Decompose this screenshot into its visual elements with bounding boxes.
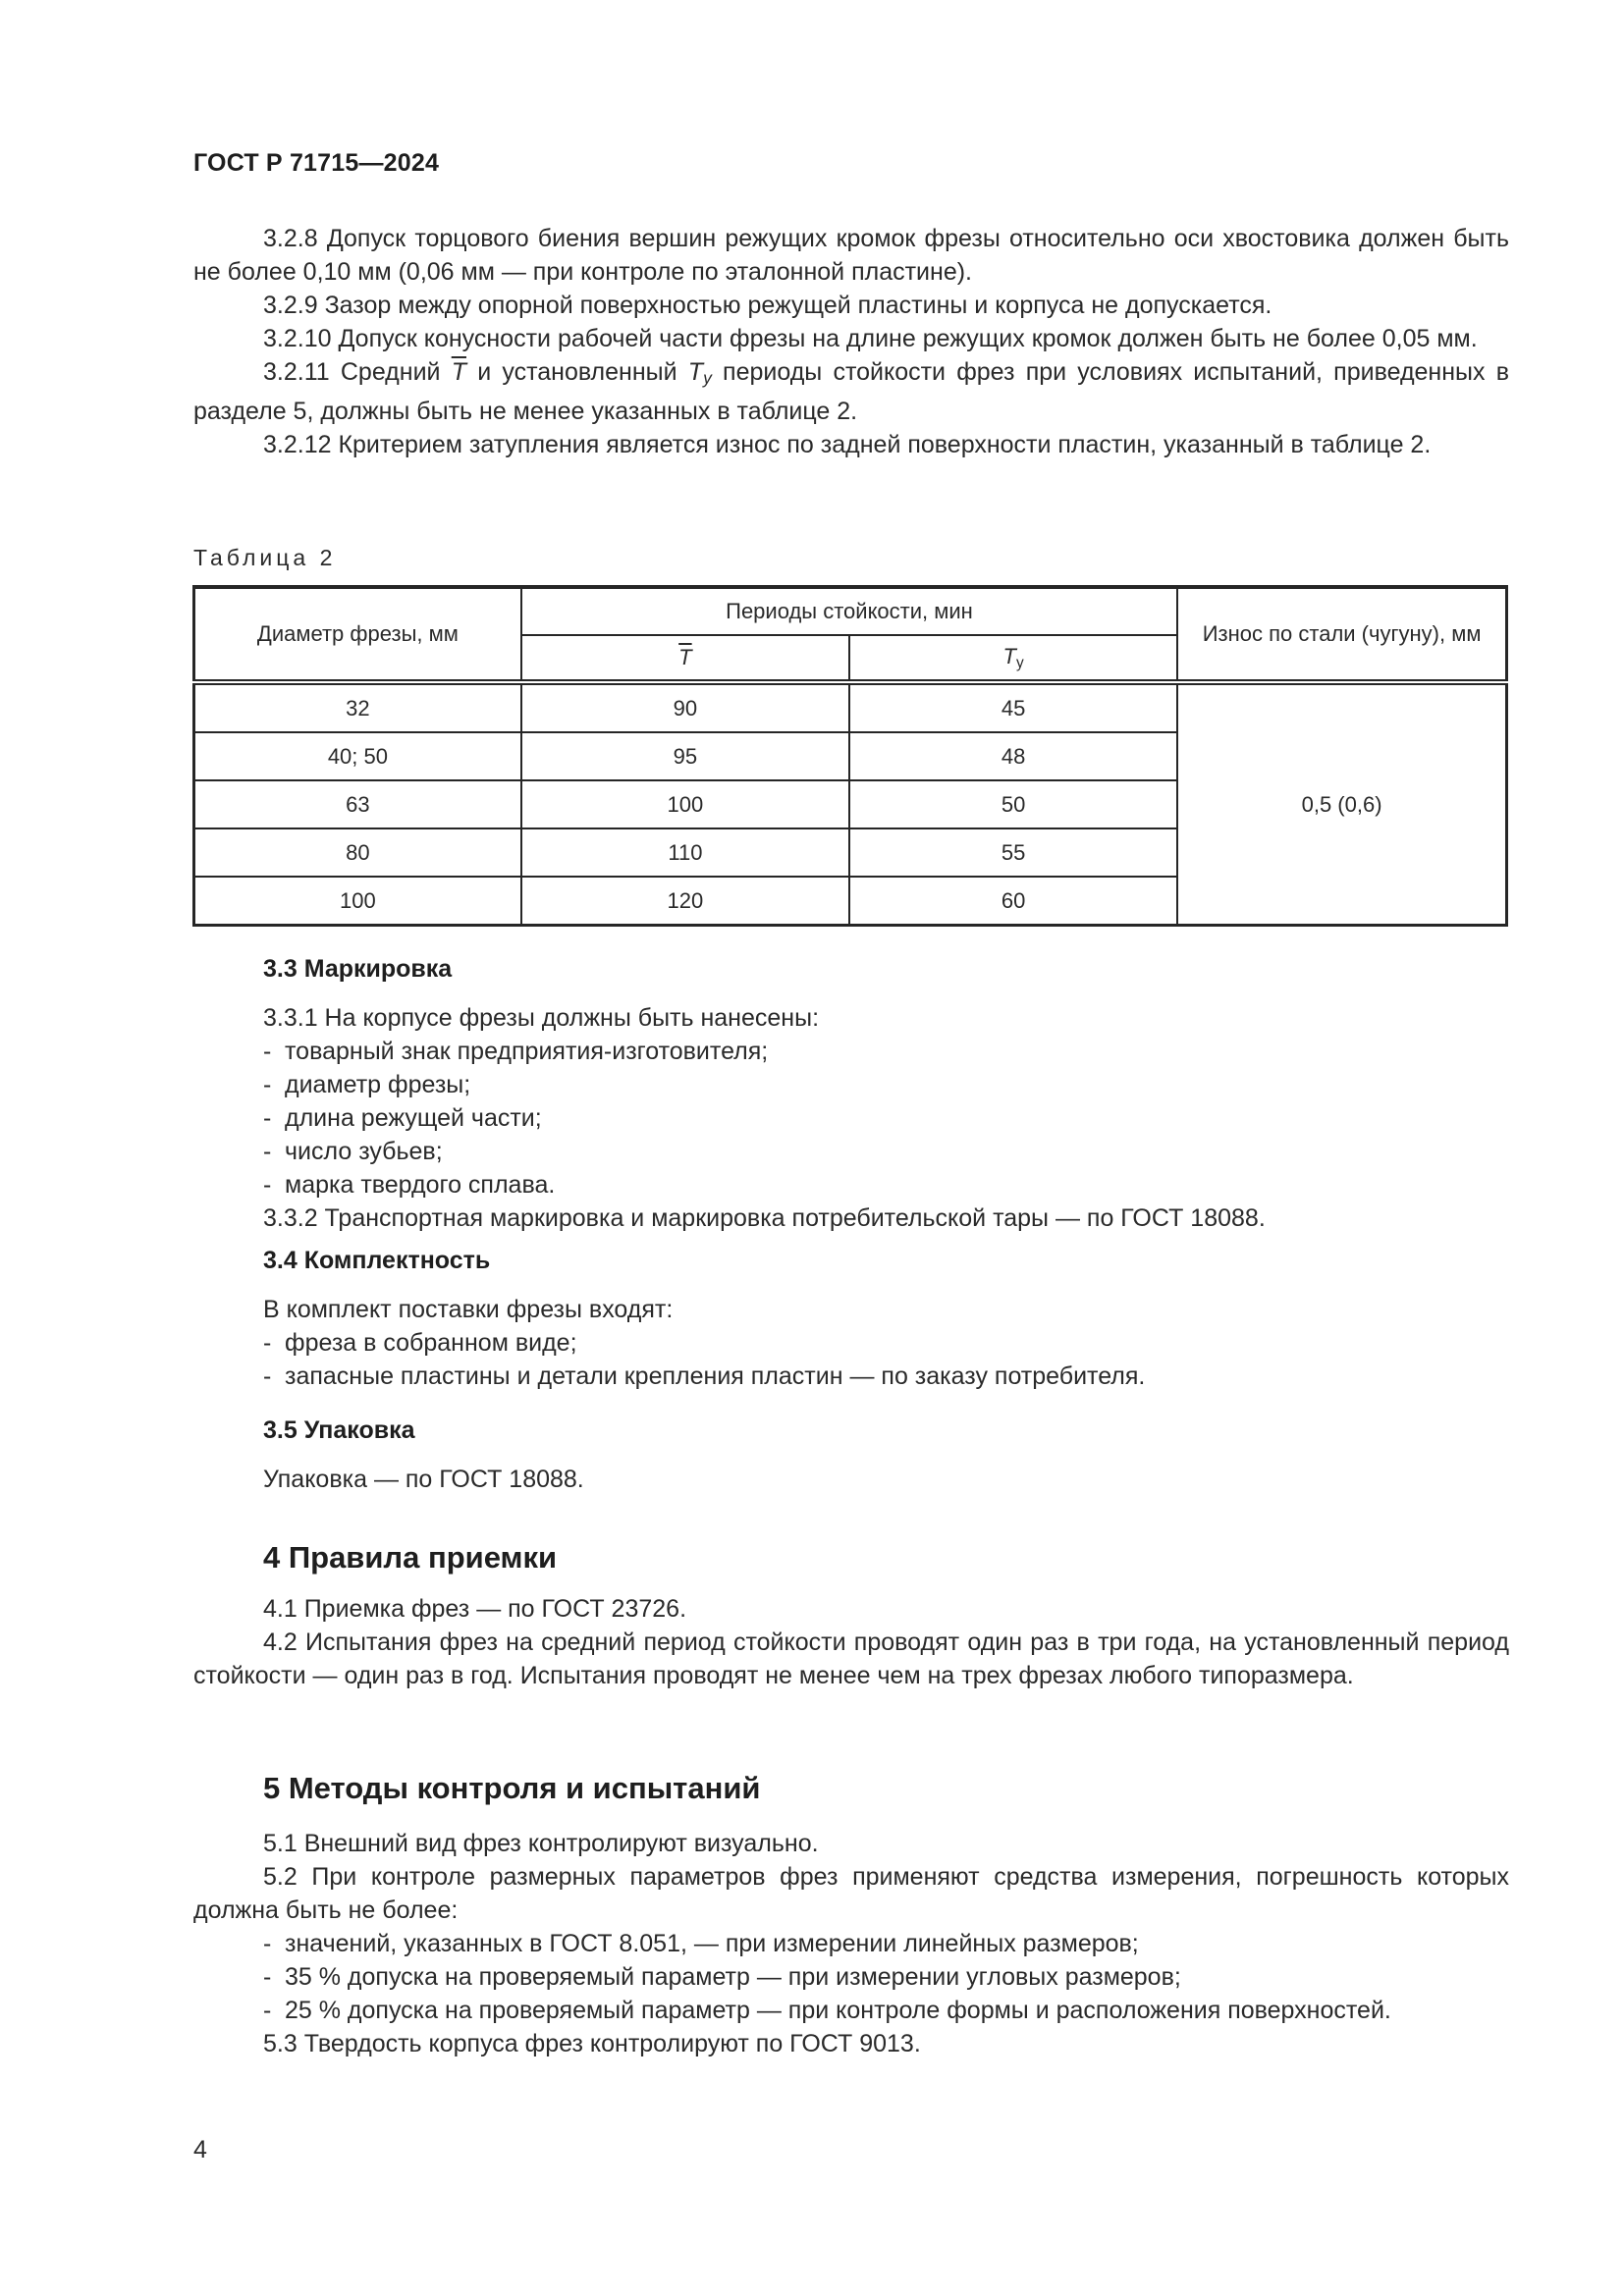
cell-diameter: 32 — [194, 682, 521, 732]
heading-3-3: 3.3 Маркировка — [263, 955, 453, 983]
list-item: - товарный знак предприятия-изготовителя; — [263, 1038, 769, 1065]
clause-3-2-10: 3.2.10 Допуск конусности рабочей части фрезы на длине режущих кромок должен быть не более 0,05 мм. — [263, 325, 1478, 352]
header-diameter: Диаметр фрезы, мм — [194, 587, 521, 682]
list-item: - число зубьев; — [263, 1138, 443, 1165]
list-item: - фреза в собранном виде; — [263, 1329, 577, 1357]
cell-diameter: 80 — [194, 828, 521, 877]
cell-t-mean: 110 — [521, 828, 849, 877]
clauses-3-2 — [193, 222, 1509, 461]
list-item: - диаметр фрезы; — [263, 1071, 471, 1098]
cell-t-mean: 95 — [521, 732, 849, 780]
durability-table — [192, 585, 1508, 927]
header-wear: Износ по стали (чугуну), мм — [1177, 587, 1506, 682]
section-4 — [193, 1541, 1509, 1692]
clause-3-2-11: 3.2.11 Средний $\overline{T}$ и установленный $T_у$ периоды стойкости фрез при условиях испытаний, приведенных в разделе 5, должны быть не менее указанных в таблице 2. — [193, 358, 1509, 425]
clause-5-3: 5.3 Твердость корпуса фрез контролируют по ГОСТ 9013. — [263, 2030, 921, 2057]
cell-diameter: 40; 50 — [194, 732, 521, 780]
header-t-mean: $\overline{T}$ — [521, 635, 849, 682]
table-caption: Таблица 2 — [193, 545, 337, 570]
clause-5-1: 5.1 Внешний вид фрез контролируют визуально. — [263, 1830, 819, 1857]
section-5 — [193, 1772, 1509, 2060]
page-number: 4 — [193, 2136, 207, 2163]
heading-4: 4 Правила приемки — [263, 1540, 558, 1575]
clause-4-2: 4.2 Испытания фрез на средний период стойкости проводят один раз в три года, на установленный период стойкости — один раз в год. Испытания проводят не менее чем на трех фрезах любого типоразмера. — [193, 1629, 1509, 1689]
packaging-text: Упаковка — по ГОСТ 18088. — [263, 1466, 584, 1493]
clause-3-2-8: 3.2.8 Допуск торцового биения вершин режущих кромок фрезы относительно оси хвостовика должен быть не более 0,10 мм (0,06 мм — при контроле по эталонной пластине). — [193, 225, 1509, 286]
cell-diameter: 63 — [194, 780, 521, 828]
cell-t-set: 48 — [849, 732, 1177, 780]
list-item: - длина режущей части; — [263, 1104, 542, 1132]
clause-3-3-1: 3.3.1 На корпусе фрезы должны быть нанесены: — [263, 1004, 820, 1032]
list-item: - 25 % допуска на проверяемый параметр — при контроле формы и расположения поверхностей. — [263, 1997, 1391, 2024]
heading-3-4: 3.4 Комплектность — [263, 1247, 491, 1274]
cell-wear: 0,5 (0,6) — [1177, 682, 1506, 926]
cell-t-set: 60 — [849, 877, 1177, 926]
clause-3-3-2: 3.3.2 Транспортная маркировка и маркировка потребительской тары — по ГОСТ 18088. — [263, 1204, 1266, 1232]
heading-3-5: 3.5 Упаковка — [263, 1416, 415, 1444]
symbol-t-mean: $\overline{T}$ — [451, 358, 466, 386]
header-periods: Периоды стойкости, мин — [521, 587, 1177, 635]
clause-3-2-9: 3.2.9 Зазор между опорной поверхностью режущей пластины и корпуса не допускается. — [263, 292, 1272, 319]
section-3-4 — [193, 1244, 1509, 1393]
symbol-t-set: $T_у$ — [687, 358, 712, 388]
clause-3-2-12: 3.2.12 Критерием затупления является износ по задней поверхности пластин, указанный в таблице 2. — [263, 431, 1432, 458]
list-item: - марка твердого сплава. — [263, 1171, 556, 1199]
heading-5: 5 Методы контроля и испытаний — [263, 1771, 761, 1805]
document-header-id: ГОСТ Р 71715—2024 — [193, 149, 440, 177]
list-item: - запасные пластины и детали крепления пластин — по заказу потребителя. — [263, 1362, 1146, 1390]
cell-t-set: 45 — [849, 682, 1177, 732]
list-item: - значений, указанных в ГОСТ 8.051, — при измерении линейных размеров; — [263, 1930, 1139, 1957]
header-t-set: $T_у$ — [849, 635, 1177, 682]
section-3-5 — [193, 1414, 1509, 1496]
cell-t-mean: 100 — [521, 780, 849, 828]
cell-t-mean: 120 — [521, 877, 849, 926]
clause-5-2: 5.2 При контроле размерных параметров фрез применяют средства измерения, погрешность которых должна быть не более: — [193, 1863, 1509, 1924]
table-row — [194, 682, 1507, 732]
clause-4-1: 4.1 Приемка фрез — по ГОСТ 23726. — [263, 1595, 687, 1623]
cell-t-set: 50 — [849, 780, 1177, 828]
list-item: - 35 % допуска на проверяемый параметр — при измерении угловых размеров; — [263, 1963, 1181, 1991]
cell-t-set: 55 — [849, 828, 1177, 877]
cell-diameter: 100 — [194, 877, 521, 926]
cell-t-mean: 90 — [521, 682, 849, 732]
kit-intro: В комплект поставки фрезы входят: — [263, 1296, 674, 1323]
section-3-3 — [193, 952, 1509, 1235]
